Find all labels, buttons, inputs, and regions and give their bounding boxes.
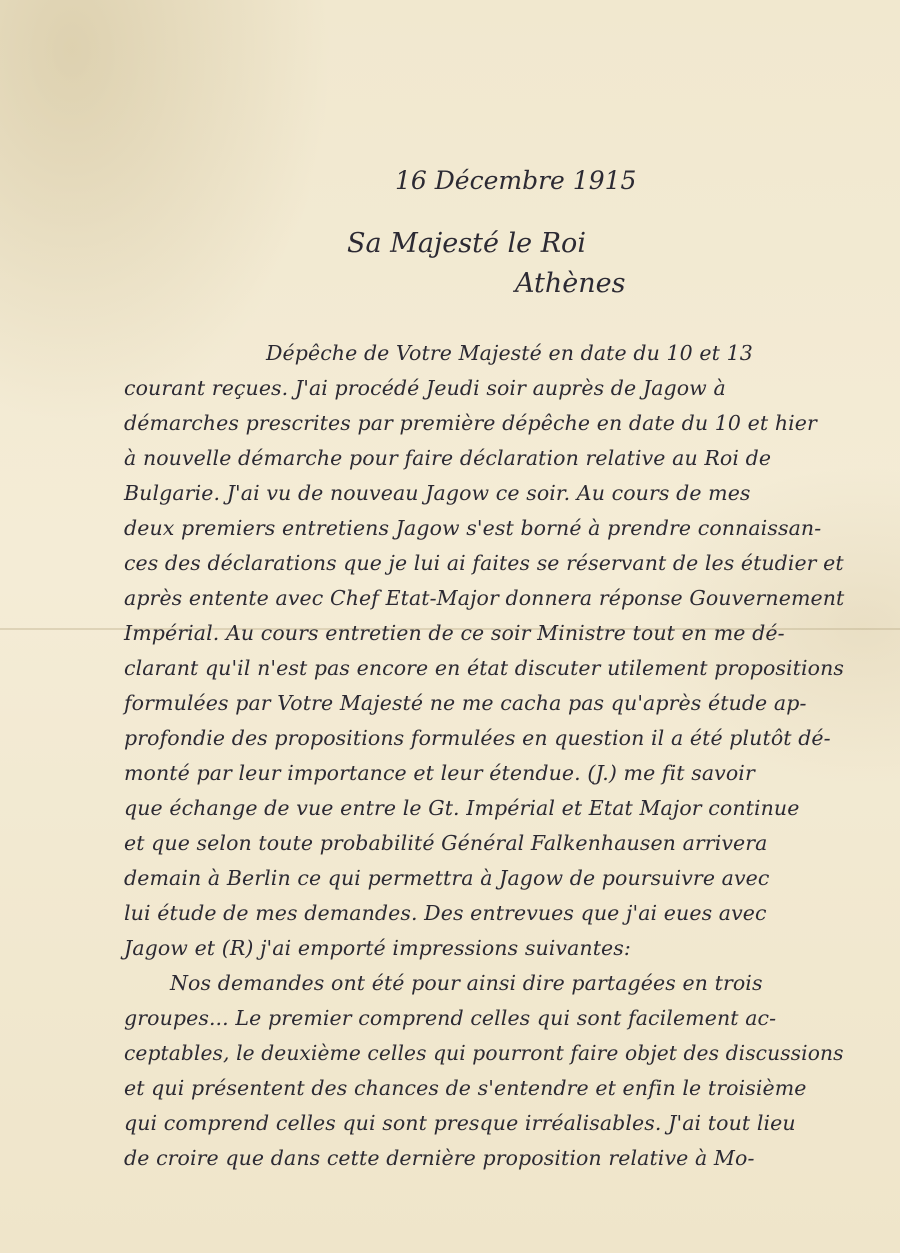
letter-line: et que selon toute probabilité Général Falkenhausen arrivera [124, 831, 768, 855]
letter-line: ceptables, le deuxième celles qui pourront faire objet des discussions [124, 1041, 844, 1065]
letter-addressee: Sa Majesté le Roi [347, 228, 586, 259]
letter-line: demain à Berlin ce qui permettra à Jagow de poursuivre avec [124, 866, 770, 890]
letter-line: Dépêche de Votre Majesté en date du 10 et 13 [266, 341, 753, 365]
letter-city: Athènes [515, 268, 626, 299]
letter-line: et qui présentent des chances de s'entendre et enfin le troisième [124, 1076, 807, 1100]
letter-line: après entente avec Chef Etat-Major donnera réponse Gouvernement [124, 586, 845, 610]
letter-line: démarches prescrites par première dépêche en date du 10 et hier [124, 411, 817, 435]
letter-line: lui étude de mes demandes. Des entrevues que j'ai eues avec [124, 901, 767, 925]
letter-line: Impérial. Au cours entretien de ce soir Ministre tout en me dé- [124, 621, 785, 645]
letter-line: qui comprend celles qui sont presque irréalisables. J'ai tout lieu [124, 1111, 796, 1135]
letter-line: monté par leur importance et leur étendue. (J.) me fit savoir [124, 761, 755, 785]
letter-date: 16 Décembre 1915 [395, 166, 637, 195]
letter-line: de croire que dans cette dernière proposition relative à Mo- [124, 1146, 755, 1170]
letter-line: Nos demandes ont été pour ainsi dire partagées en trois [170, 971, 763, 995]
letter-line: courant reçues. J'ai procédé Jeudi soir auprès de Jagow à [124, 376, 726, 400]
letter-line: que échange de vue entre le Gt. Impérial et Etat Major continue [124, 796, 800, 820]
letter-line: formulées par Votre Majesté ne me cacha pas qu'après étude ap- [124, 691, 807, 715]
letter-line: deux premiers entretiens Jagow s'est borné à prendre connaissan- [124, 516, 822, 540]
letter-line: Bulgarie. J'ai vu de nouveau Jagow ce soir. Au cours de mes [124, 481, 751, 505]
letter-line: groupes... Le premier comprend celles qui sont facilement ac- [124, 1006, 777, 1030]
letter-line: profondie des propositions formulées en question il a été plutôt dé- [124, 726, 831, 750]
letter-line: clarant qu'il n'est pas encore en état discuter utilement propositions [124, 656, 844, 680]
letter-line: ces des déclarations que je lui ai faites se réservant de les étudier et [124, 551, 844, 575]
letter-line: à nouvelle démarche pour faire déclaration relative au Roi de [124, 446, 772, 470]
letter-line: Jagow et (R) j'ai emporté impressions suivantes: [124, 936, 631, 960]
